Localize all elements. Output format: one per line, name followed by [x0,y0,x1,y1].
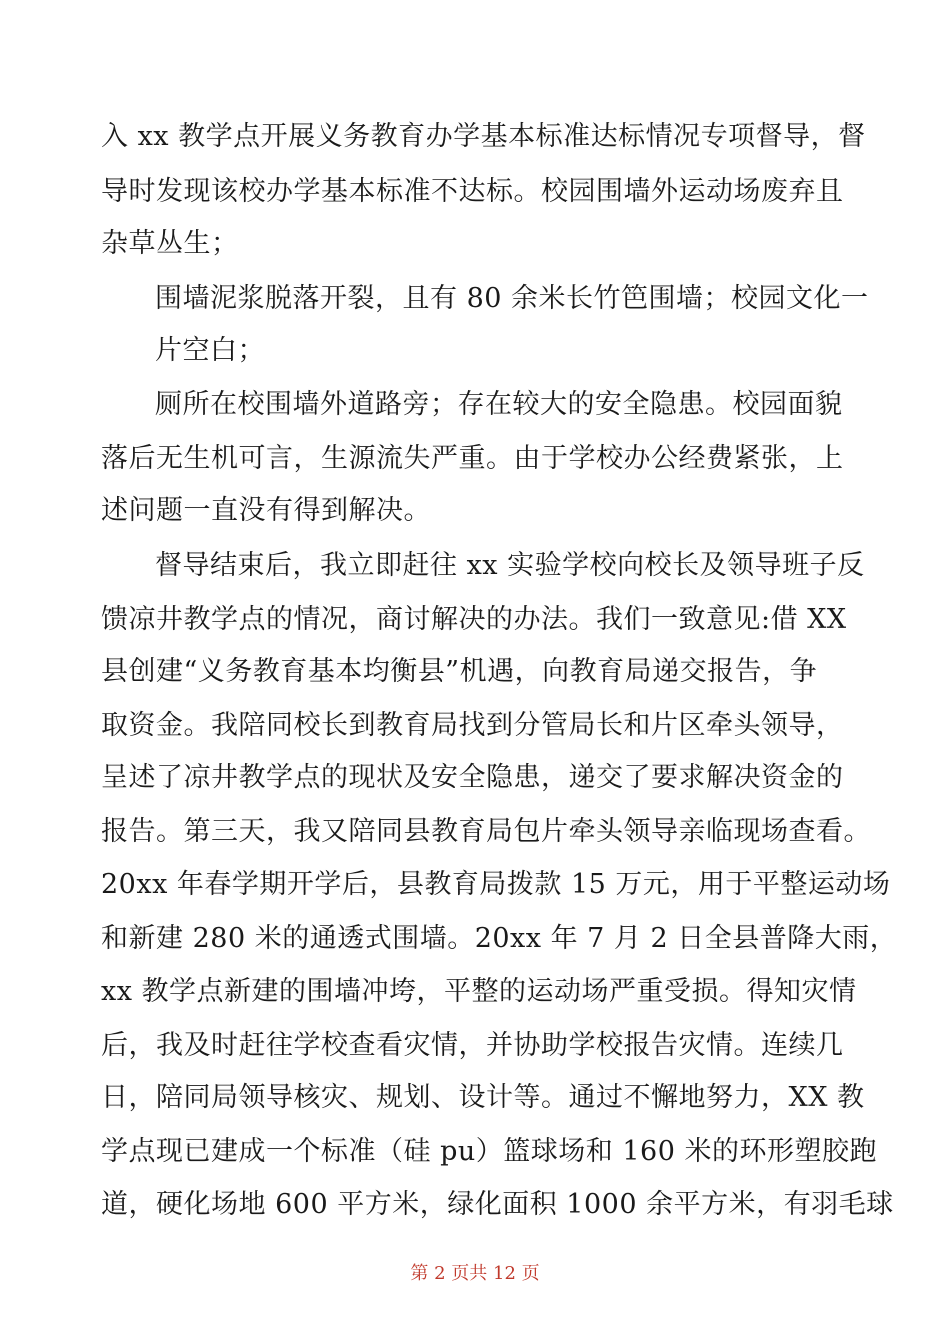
text-line: 报告。第三天，我又陪同县教育局包片牵头领导亲临现场查看。 [101,816,871,847]
text-line: 片空白； [155,335,265,366]
text-line: 围墙泥浆脱落开裂，且有 80 余米长竹笆围墙；校园文化一 [155,283,869,314]
page-number-footer: 第 2 页共 12 页 [410,1263,540,1284]
text-line: 后，我及时赶往学校查看灾情，并协助学校报告灾情。连续几 [101,1030,844,1061]
text-line: 呈述了凉井教学点的现状及安全隐患，递交了要求解决资金的 [101,762,844,793]
text-line: 杂草丛生； [101,228,239,259]
text-line: 馈凉井教学点的情况，商讨解决的办法。我们一致意见:借 XX [101,604,847,635]
text-line: 述问题一直没有得到解决。 [101,495,431,526]
text-line: xx 教学点新建的围墙冲垮，平整的运动场严重受损。得知灾情 [101,976,857,1007]
text-line: 学点现已建成一个标准（硅 pu）篮球场和 160 米的环形塑胶跑 [101,1136,877,1167]
text-line: 落后无生机可言，生源流失严重。由于学校办公经费紧张，上 [101,443,844,474]
text-line: 20xx 年春学期开学后，县教育局拨款 15 万元，用于平整运动场 [101,869,891,900]
text-line: 导时发现该校办学基本标准不达标。校园围墙外运动场废弃且 [101,176,844,207]
text-line: 督导结束后，我立即赶往 xx 实验学校向校长及领导班子反 [155,550,865,581]
text-line: 日，陪同局领导核灾、规划、设计等。通过不懈地努力，XX 教 [101,1082,865,1113]
text-line: 厕所在校围墙外道路旁；存在较大的安全隐患。校园面貌 [155,389,843,420]
text-line: 和新建 280 米的通透式围墙。20xx 年 7 月 2 日全县普降大雨， [101,923,898,954]
text-line: 取资金。我陪同校长到教育局找到分管局长和片区牵头领导， [101,710,844,741]
text-line: 道，硬化场地 600 平方米，绿化面积 1000 余平方米，有羽毛球 [101,1189,894,1220]
text-line: 入 xx 教学点开展义务教育办学基本标准达标情况专项督导，督 [101,121,866,152]
text-line: 县创建“义务教育基本均衡县”机遇，向教育局递交报告，争 [101,656,818,687]
